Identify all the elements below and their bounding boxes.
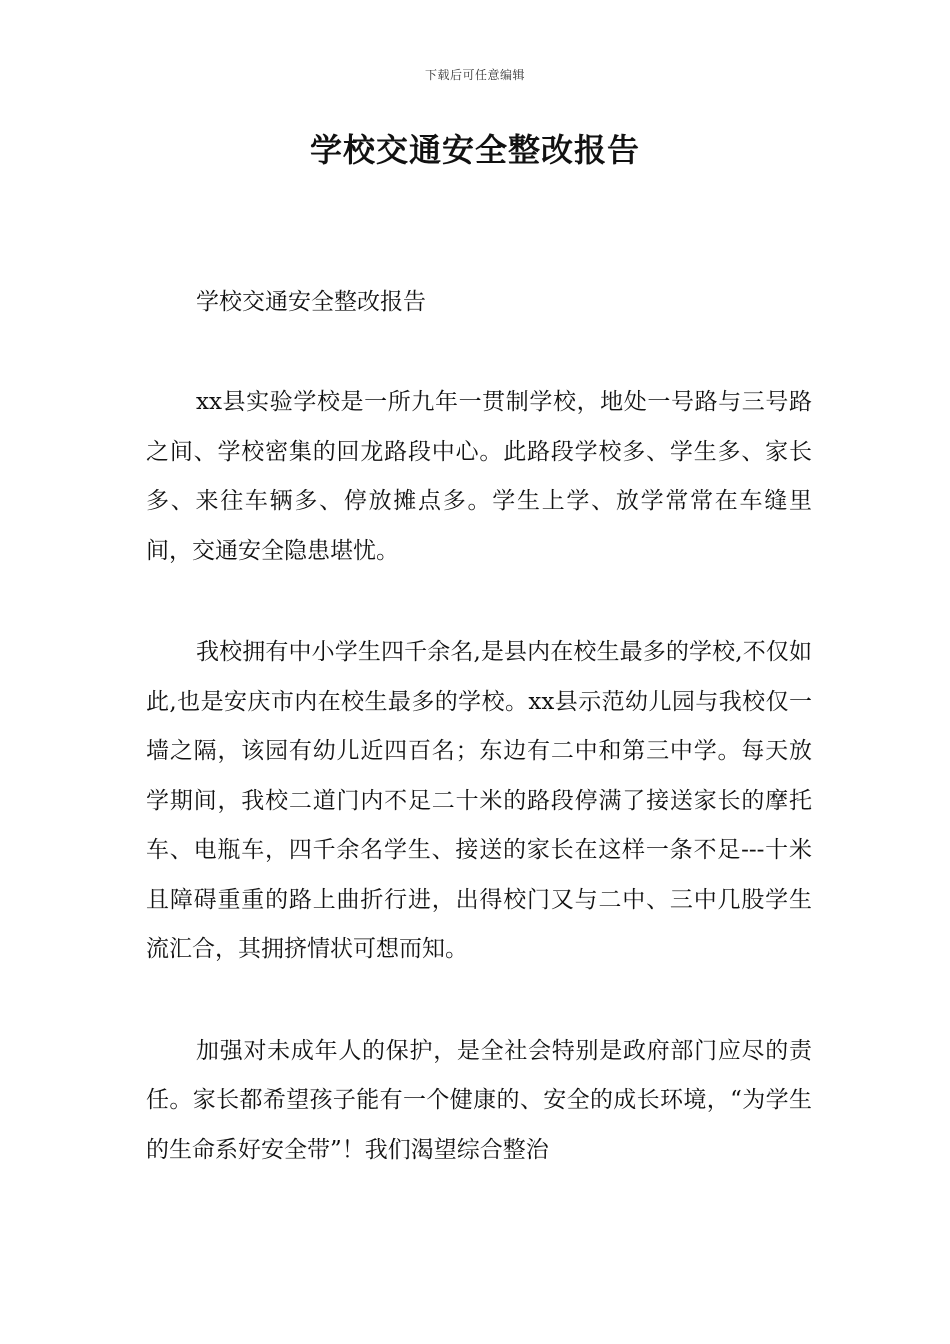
- section-subheading: 学校交通安全整改报告: [196, 289, 426, 315]
- document-title: 学校交通安全整改报告: [309, 131, 640, 169]
- paragraph-3: 加强对未成年人的保护，是全社会特别是政府部门应尽的责任。家长都希望孩子能有一个健康的、安全的成长环境，“为学生的生命系好安全带”！我们渴望综合整治: [146, 1037, 812, 1163]
- paragraph-2: 我校拥有中小学生四千余名,是县内在校生最多的学校,不仅如此,也是安庆市内在校生最多的学校。xx县示范幼儿园与我校仅一墙之隔，该园有幼儿近四百名；东边有二中和第三中学。每天放学期间，我校二道门内不足二十米的路段停满了接送家长的摩托车、电瓶车，四千余名学生、接送的家长在这样一条不足---十米且障碍重重的路上曲折行进，出得校门又与二中、三中几股学生流汇合，其拥挤情状可想而知。: [146, 639, 812, 962]
- header-note: 下载后可任意编辑: [424, 68, 525, 82]
- paragraph-1: xx县实验学校是一所九年一贯制学校，地处一号路与三号路之间、学校密集的回龙路段中心。此路段学校多、学生多、家长多、来往车辆多、停放摊点多。学生上学、放学常常在车缝里间，交通安全隐患堪忧。: [146, 389, 812, 564]
- document-body: [146, 278, 812, 1227]
